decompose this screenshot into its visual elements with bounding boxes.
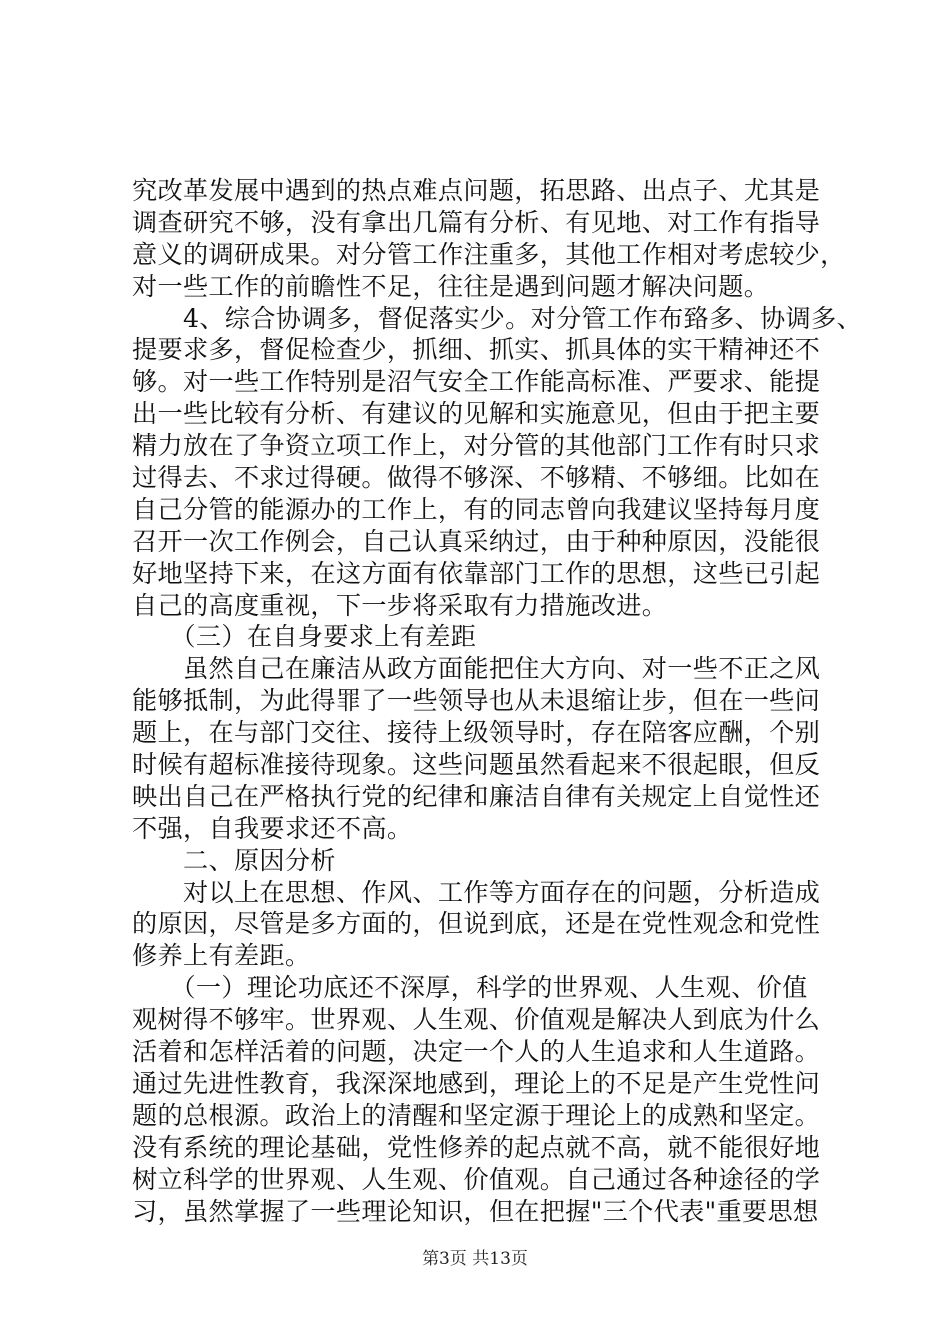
text-line: 题的总根源。政治上的清醒和坚定源于理论上的成熟和坚定。 <box>132 1100 821 1130</box>
text-line: 究改革发展中遇到的热点难点问题，拓思路、出点子、尤其是 <box>132 176 821 205</box>
text-line: 习，虽然掌握了一些理论知识，但在把握"三个代表"重要思想 <box>132 1196 819 1226</box>
section-heading: 二、原因分析 <box>132 845 336 875</box>
text-line: 调查研究不够，没有拿出几篇有分析、有见地、对工作有指导 <box>132 207 821 237</box>
section-heading: （三）在自身要求上有差距 <box>132 622 477 652</box>
text-line: 能够抵制，为此得罪了一些领导也从未退缩让步，但在一些问 <box>132 686 821 716</box>
text-line: 虽然自己在廉洁从政方面能把住大方向、对一些不正之风 <box>132 654 821 684</box>
text-line: 的原因，尽管是多方面的，但说到底，还是在党性观念和党性 <box>132 909 821 939</box>
text-line: 过得去、不求过得硬。做得不够深、不够精、不够细。比如在 <box>132 463 821 493</box>
text-line: 够。对一些工作特别是沼气安全工作能高标准、严要求、能提 <box>132 367 821 397</box>
text-line: 活着和怎样活着的问题，决定一个人的人生追求和人生道路。 <box>132 1037 821 1067</box>
text-line: 观树得不够牢。世界观、人生观、价值观是解决人到底为什么 <box>132 1005 821 1035</box>
text-line: 4、综合协调多，督促落实少。对分管工作布臵多、协调多、 <box>132 303 862 333</box>
text-line: 不强，自我要求还不高。 <box>132 813 413 843</box>
text-line: 通过先进性教育，我深深地感到，理论上的不足是产生党性问 <box>132 1068 821 1098</box>
text-line: 对一些工作的前瞻性不足，往往是遇到问题才解决问题。 <box>132 271 770 301</box>
text-line: 提要求多，督促检查少，抓细、抓实、抓具体的实干精神还不 <box>132 335 821 365</box>
text-line: 召开一次工作例会，自己认真采纳过，由于种种原因，没能很 <box>132 526 821 556</box>
text-line: 精力放在了争资立项工作上，对分管的其他部门工作有时只求 <box>132 431 821 461</box>
document-body <box>132 175 862 1227</box>
text-line: 好地坚持下来，在这方面有依靠部门工作的思想，这些已引起 <box>132 558 821 588</box>
section-heading: （一）理论功底还不深厚，科学的世界观、人生观、价值 <box>132 973 808 1003</box>
text-line: 映出自己在严格执行党的纪律和廉洁自律有关规定上自觉性还 <box>132 781 821 811</box>
text-line: 修养上有差距。 <box>132 941 311 971</box>
text-line: 树立科学的世界观、人生观、价值观。自己通过各种途径的学 <box>132 1164 821 1194</box>
text-line: 时候有超标准接待现象。这些问题虽然看起来不很起眼，但反 <box>132 750 821 780</box>
text-line: 自己的高度重视，下一步将采取有力措施改进。 <box>132 590 668 620</box>
text-line: 题上，在与部门交往、接待上级领导时，存在陪客应酬，个别 <box>132 718 821 748</box>
text-line: 意义的调研成果。对分管工作注重多，其他工作相对考虑较少， <box>132 239 846 269</box>
text-line: 没有系统的理论基础，党性修养的起点就不高，就不能很好地 <box>132 1132 821 1162</box>
page-number-footer: 第3页 共13页 <box>422 1249 528 1269</box>
text-line: 自己分管的能源办的工作上，有的同志曾向我建议坚持每月度 <box>132 494 821 524</box>
text-line: 出一些比较有分析、有建议的见解和实施意见，但由于把主要 <box>132 399 821 429</box>
text-line: 对以上在思想、作风、工作等方面存在的问题，分析造成 <box>132 877 821 907</box>
